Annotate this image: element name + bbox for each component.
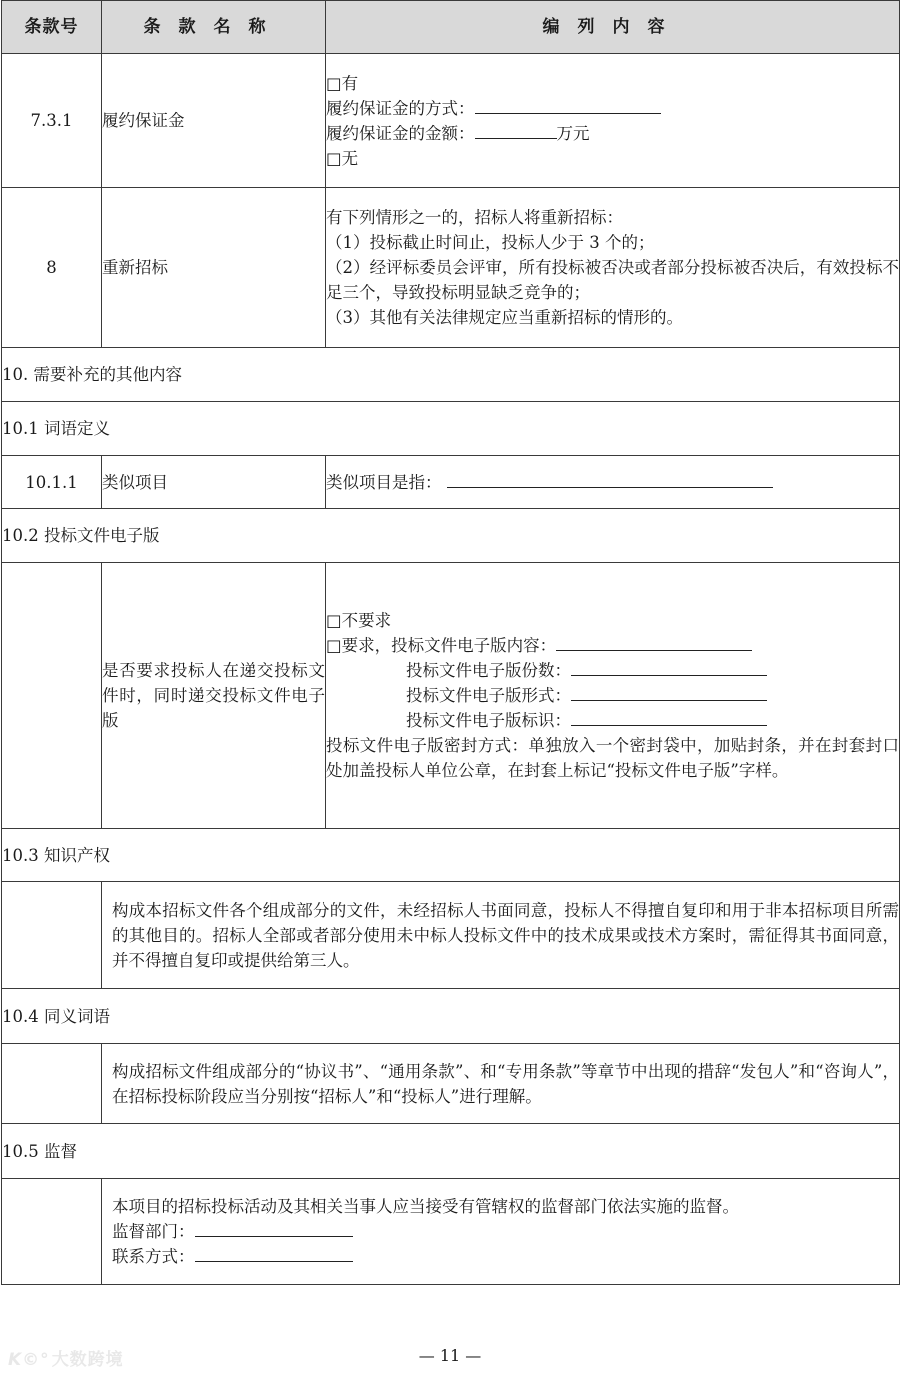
section-row	[2, 509, 900, 563]
table-row	[2, 1044, 900, 1124]
section-row	[2, 829, 900, 882]
mark-blank[interactable]	[571, 708, 767, 726]
content-blank[interactable]	[556, 633, 752, 651]
clause-content: 构成招标文件组成部分的“协议书”、“通用条款”、和“专用条款”等章节中出现的措辞“发包人”和“咨询人”，在招标投标阶段应当分别按“招标人”和“投标人”进行理解。	[102, 1044, 900, 1124]
table-row	[2, 54, 900, 188]
table-row	[2, 882, 900, 989]
rebid-item-2: （2）经评标委员会评审，所有投标被否决或者部分投标被否决后，有效投标不足三个，导致投标明显缺乏竞争的；	[326, 258, 899, 302]
form-label: 投标文件电子版形式：	[406, 686, 571, 705]
clause-number	[2, 1179, 102, 1285]
clause-content	[102, 1179, 900, 1285]
copies-label: 投标文件电子版份数：	[406, 661, 571, 680]
method-line	[326, 96, 899, 121]
page-number: — 11 —	[418, 1346, 482, 1365]
similar-project-line	[326, 470, 899, 495]
clause-name: 类似项目	[102, 456, 326, 509]
clause-number: 7.3.1	[2, 54, 102, 188]
amount-label: 履约保证金的金额：	[326, 123, 475, 143]
section-row	[2, 989, 900, 1044]
table-row	[2, 188, 900, 348]
watermark-logo-icon: K©°	[8, 1350, 50, 1370]
contact-line	[112, 1244, 899, 1269]
similar-project-label: 类似项目是指：	[326, 472, 442, 492]
copies-line	[326, 658, 899, 683]
section-row	[2, 348, 900, 402]
form-blank[interactable]	[571, 683, 767, 701]
rebid-item-1: （1）投标截止时间止，投标人少于 3 个的；	[326, 233, 655, 252]
header-content: 编列内容	[326, 1, 900, 54]
dept-line	[112, 1219, 899, 1244]
section-heading: 10.4 同义词语	[2, 989, 900, 1044]
clause-content	[326, 54, 900, 188]
rebid-intro: 有下列情形之一的，招标人将重新招标：	[326, 208, 623, 227]
option-not-required: □不要求	[326, 611, 392, 630]
clause-content	[326, 456, 900, 509]
option-no: □无	[326, 148, 359, 168]
table-row	[2, 563, 900, 829]
required-line	[326, 633, 899, 658]
supervision-text: 本项目的招标投标活动及其相关当事人应当接受有管辖权的监督部门依法实施的监督。	[112, 1197, 739, 1216]
table-row	[2, 456, 900, 509]
form-line	[326, 683, 899, 708]
required-label: □要求，投标文件电子版内容：	[326, 636, 557, 655]
method-label: 履约保证金的方式：	[326, 98, 475, 118]
clause-name: 是否要求投标人在递交投标文件时，同时递交投标文件电子版	[102, 563, 326, 829]
clause-table	[1, 0, 900, 1285]
seal-method: 投标文件电子版密封方式：单独放入一个密封袋中，加贴封条，并在封套封口处加盖投标人单位公章，在封套上标记“投标文件电子版”字样。	[326, 736, 899, 780]
clause-number	[2, 882, 102, 989]
copies-blank[interactable]	[571, 658, 767, 676]
rebid-item-3: （3）其他有关法律规定应当重新招标的情形的。	[326, 308, 683, 327]
clause-number	[2, 1044, 102, 1124]
section-row	[2, 1124, 900, 1179]
header-clause-number: 条款号	[2, 1, 102, 54]
mark-line	[326, 708, 899, 733]
clause-number: 8	[2, 188, 102, 348]
amount-unit: 万元	[556, 123, 590, 143]
section-heading: 10.5 监督	[2, 1124, 900, 1179]
amount-blank[interactable]	[475, 121, 557, 139]
clause-content: 构成本招标文件各个组成部分的文件，未经招标人书面同意，投标人不得擅自复印和用于非本招标项目所需的其他目的。招标人全部或者部分使用未中标人投标文件中的技术成果或技术方案时，需征得其书面同意，并不得擅自复印或提供给第三人。	[102, 882, 900, 989]
clause-number	[2, 563, 102, 829]
contact-label: 联系方式：	[112, 1247, 195, 1266]
dept-label: 监督部门：	[112, 1222, 195, 1241]
clause-content	[326, 188, 900, 348]
section-heading: 10. 需要补充的其他内容	[2, 348, 900, 402]
similar-project-blank[interactable]	[447, 470, 773, 488]
table-row	[2, 1179, 900, 1285]
watermark-text: 大数跨境	[51, 1350, 124, 1370]
section-heading: 10.1 词语定义	[2, 402, 900, 456]
contact-blank[interactable]	[195, 1244, 353, 1262]
header-clause-name: 条款名称	[102, 1, 326, 54]
dept-blank[interactable]	[195, 1219, 353, 1237]
clause-content	[326, 563, 900, 829]
method-blank[interactable]	[475, 96, 661, 114]
section-row	[2, 402, 900, 456]
clause-name: 重新招标	[102, 188, 326, 348]
amount-line	[326, 121, 899, 146]
section-heading: 10.3 知识产权	[2, 829, 900, 882]
section-heading: 10.2 投标文件电子版	[2, 509, 900, 563]
mark-label: 投标文件电子版标识：	[406, 711, 571, 730]
clause-number: 10.1.1	[2, 456, 102, 509]
clause-name: 履约保证金	[102, 54, 326, 188]
option-yes: □有	[326, 73, 359, 93]
table-header-row	[2, 1, 900, 54]
